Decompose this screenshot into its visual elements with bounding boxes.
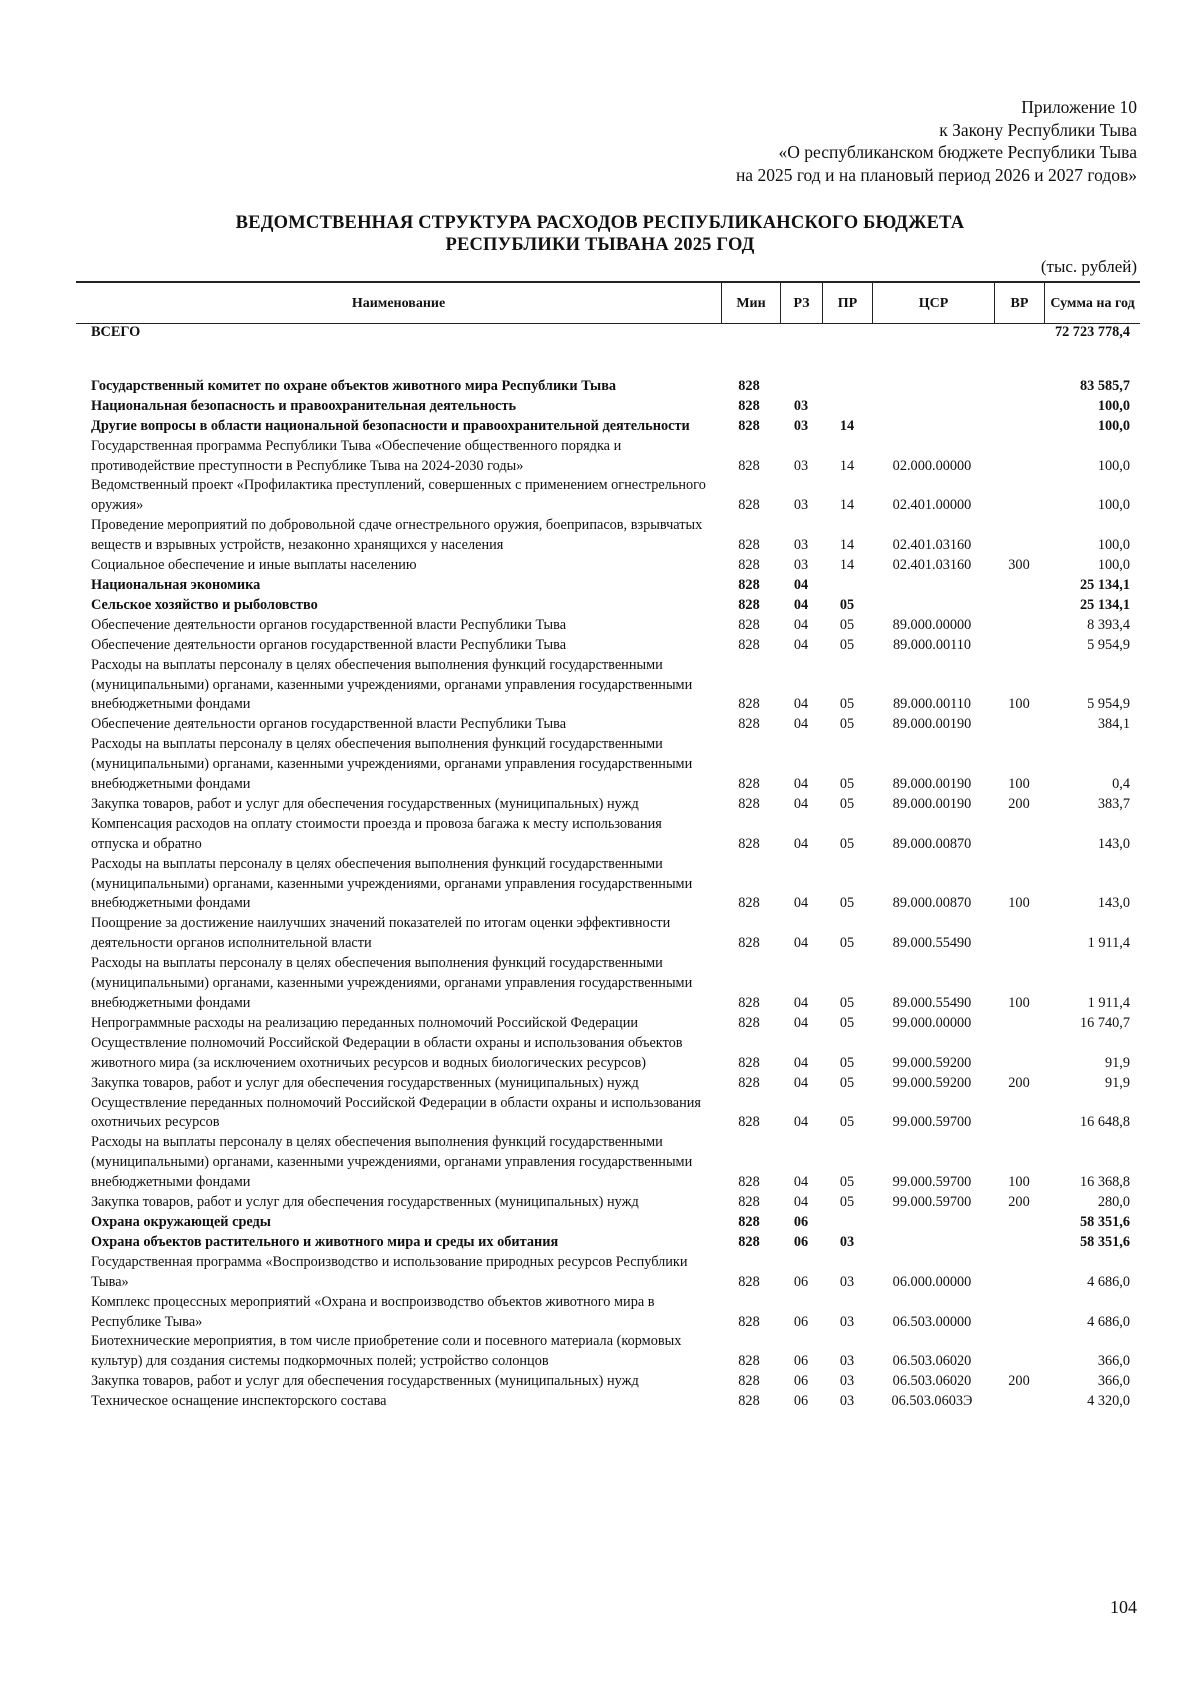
cell-name: Другие вопросы в области национальной безопасности и правоохранительной деятельности: [91, 417, 690, 434]
cell-name: Охрана объектов растительного и животного мира и среды их обитания: [91, 1233, 559, 1250]
cell-pr: 03: [839, 1373, 855, 1390]
cell-pr: 05: [839, 616, 855, 633]
cell-sum: 5 954,9: [1087, 636, 1130, 653]
cell-rz: 04: [793, 636, 809, 653]
cell-csr: 06.503.00000: [892, 1313, 972, 1330]
cell-min: 828: [738, 457, 760, 474]
cell-min: 828: [738, 795, 760, 812]
cell-pr: 03: [839, 1393, 855, 1410]
cell-sum: 91,9: [1104, 1074, 1130, 1091]
column-header-vr: ВР: [994, 283, 1044, 323]
table-row: [76, 1014, 1140, 1034]
table-row: [76, 656, 1140, 716]
table-row: [76, 1094, 1140, 1134]
cell-rz: 06: [793, 1393, 809, 1410]
cell-min: 828: [738, 696, 760, 713]
cell-csr: 06.503.06020: [892, 1353, 972, 1370]
cell-pr: 05: [839, 1014, 855, 1031]
table-row: [76, 1133, 1140, 1193]
cell-pr: 14: [839, 417, 855, 434]
cell-csr: 99.000.59700: [892, 1174, 972, 1191]
cell-pr: 05: [839, 716, 855, 733]
document-header: [736, 96, 1137, 186]
cell-sum: 8 393,4: [1087, 616, 1130, 633]
cell-pr: 03: [839, 1233, 855, 1250]
cell-rz: 03: [793, 457, 809, 474]
cell-pr: 05: [839, 795, 855, 812]
table-row: [76, 476, 1140, 516]
cell-pr: 14: [839, 557, 855, 574]
cell-min: 828: [738, 1393, 760, 1410]
cell-name: Расходы на выплаты персоналу в целях обеспечения выполнения функций государственными (муниципальными) органами, казенными учреждениями, органами управления государственными внебюджетными фондами: [91, 1134, 693, 1191]
cell-min: 828: [738, 1353, 760, 1370]
cell-min: 828: [738, 557, 760, 574]
cell-pr: 05: [839, 895, 855, 912]
table-row: [76, 1193, 1140, 1213]
cell-sum: 16 648,8: [1079, 1114, 1130, 1131]
cell-name: Компенсация расходов на оплату стоимости проезда и провоза багажа к месту использования отпуска и обратно: [91, 815, 662, 852]
cell-name: Закупка товаров, работ и услуг для обеспечения государственных (муниципальных) нужд: [91, 795, 639, 812]
cell-csr: 89.000.55490: [892, 995, 972, 1011]
cell-rz: 03: [793, 557, 809, 574]
table-row: [76, 1293, 1140, 1333]
cell-sum: 100,0: [1097, 537, 1130, 554]
cell-min: 828: [738, 995, 760, 1011]
cell-rz: 06: [793, 1273, 809, 1290]
cell-min: 828: [738, 716, 760, 733]
cell-min: 828: [738, 1213, 760, 1230]
cell-pr: 05: [839, 696, 855, 713]
cell-pr: 03: [839, 1313, 855, 1330]
cell-name: Осуществление полномочий Российской Федерации в области охраны и использования объектов животного мира (за исключением охотничьих ресурсов и водных биологических ресурсов): [91, 1034, 683, 1071]
cell-name: Проведение мероприятий по добровольной сдаче огнестрельного оружия, боеприпасов, взрывчатых веществ и взрывных устройств, незаконно хранящихся у населения: [91, 517, 703, 554]
cell-vr: 300: [1008, 557, 1030, 574]
cell-csr: 89.000.00190: [892, 795, 972, 812]
cell-pr: 05: [839, 1074, 855, 1091]
column-header-csr: ЦСР: [872, 283, 994, 323]
cell-csr: 89.000.00190: [892, 776, 972, 793]
cell-rz: 03: [793, 497, 809, 514]
cell-min: 828: [738, 497, 760, 514]
cell-rz: 04: [793, 696, 809, 713]
cell-sum: 16 740,7: [1079, 1014, 1130, 1031]
cell-rz: 04: [793, 776, 809, 793]
cell-sum: 143,0: [1097, 835, 1130, 852]
cell-rz: 04: [793, 616, 809, 633]
cell-csr: 99.000.59200: [892, 1054, 972, 1071]
cell-vr: 200: [1008, 1074, 1030, 1091]
cell-csr: 89.000.00870: [892, 835, 972, 852]
cell-name: Расходы на выплаты персоналу в целях обеспечения выполнения функций государственными (муниципальными) органами, казенными учреждениями, органами управления государственными внебюджетными фондами: [91, 736, 693, 793]
cell-pr: 05: [839, 636, 855, 653]
page-number: 104: [1110, 1597, 1137, 1617]
cell-sum: 280,0: [1097, 1194, 1130, 1211]
cell-sum: 58 351,6: [1079, 1233, 1130, 1250]
cell-sum: 383,7: [1097, 795, 1130, 812]
cell-name: Национальная безопасность и правоохранительная деятельность: [91, 397, 517, 414]
cell-sum: 1 911,4: [1087, 995, 1130, 1011]
cell-pr: 05: [839, 1194, 855, 1211]
cell-rz: 04: [793, 895, 809, 912]
cell-min: 828: [738, 1194, 760, 1211]
cell-name: Обеспечение деятельности органов государственной власти Республики Тыва: [91, 616, 567, 633]
table-row: [76, 1074, 1140, 1094]
table-row: [76, 1372, 1140, 1392]
cell-rz: 03: [793, 537, 809, 554]
row-spacer: [76, 343, 1140, 377]
column-header-rz: РЗ: [780, 283, 822, 323]
cell-sum: 83 585,7: [1079, 377, 1130, 394]
cell-min: 828: [738, 1054, 760, 1071]
cell-csr: 06.000.00000: [892, 1273, 972, 1290]
cell-name: Социальное обеспечение и иные выплаты населению: [91, 557, 417, 574]
cell-min: 828: [738, 1273, 760, 1290]
cell-sum: 4 320,0: [1087, 1393, 1130, 1410]
cell-min: 828: [738, 1014, 760, 1031]
cell-min: 828: [738, 1313, 760, 1330]
column-header-sum: Сумма на год: [1044, 283, 1140, 323]
cell-min: 828: [738, 1233, 760, 1250]
cell-pr: 14: [839, 497, 855, 514]
header-line: на 2025 год и на плановый период 2026 и 2027 годов»: [735, 164, 1137, 185]
title-line: РЕСПУБЛИКИ ТЫВАНА 2025 ГОД: [445, 235, 755, 255]
cell-sum: 384,1: [1097, 716, 1130, 733]
table-row: [76, 795, 1140, 815]
table-row: [76, 735, 1140, 795]
cell-rz: 04: [793, 1054, 809, 1071]
cell-min: 828: [738, 935, 760, 952]
cell-vr: 100: [1008, 776, 1030, 793]
cell-sum: 91,9: [1104, 1054, 1130, 1071]
cell-rz: 04: [793, 795, 809, 812]
cell-rz: 03: [793, 417, 809, 434]
cell-sum: 25 134,1: [1079, 576, 1130, 593]
table-row: [76, 1253, 1140, 1293]
cell-rz: 04: [793, 576, 809, 593]
cell-rz: 04: [793, 995, 809, 1011]
cell-pr: 14: [839, 457, 855, 474]
cell-pr: 05: [839, 835, 855, 852]
cell-name: Комплекс процессных мероприятий «Охрана и воспроизводство объектов животного мира в Республике Тыва»: [91, 1293, 655, 1330]
cell-name: Охрана окружающей среды: [91, 1213, 271, 1230]
table-row: [76, 636, 1140, 656]
cell-min: 828: [738, 1074, 760, 1091]
table-row: [76, 855, 1140, 915]
cell-csr: 99.000.59700: [892, 1114, 972, 1131]
cell-rz: 04: [793, 716, 809, 733]
cell-min: 828: [738, 1114, 760, 1131]
total-sum: 72 723 778,4: [1054, 324, 1130, 340]
cell-pr: 03: [839, 1273, 855, 1290]
cell-name: Расходы на выплаты персоналу в целях обеспечения выполнения функций государственными (муниципальными) органами, казенными учреждениями, органами управления государственными внебюджетными фондами: [91, 656, 693, 713]
table-body: [76, 323, 1140, 1412]
cell-sum: 0,4: [1112, 776, 1130, 793]
cell-sum: 366,0: [1097, 1353, 1130, 1370]
cell-name: Техническое оснащение инспекторского состава: [91, 1393, 387, 1410]
cell-vr: 100: [1008, 995, 1030, 1011]
cell-sum: 1 911,4: [1087, 935, 1130, 952]
table-row: [76, 1213, 1140, 1233]
cell-rz: 06: [793, 1233, 809, 1250]
cell-name: Закупка товаров, работ и услуг для обеспечения государственных (муниципальных) нужд: [91, 1373, 639, 1390]
cell-rz: 06: [793, 1213, 809, 1230]
cell-rz: 03: [793, 397, 809, 414]
cell-csr: 06.503.06020: [892, 1373, 972, 1390]
cell-csr: 02.000.00000: [892, 457, 972, 474]
column-header-pr: ПР: [822, 283, 872, 323]
cell-sum: 58 351,6: [1079, 1213, 1130, 1230]
table-row: [76, 616, 1140, 636]
table-row: [76, 715, 1140, 735]
total-row: [76, 323, 1140, 343]
cell-vr: 200: [1008, 1373, 1030, 1390]
cell-name: Расходы на выплаты персоналу в целях обеспечения выполнения функций государственными (муниципальными) органами, казенными учреждениями, органами управления государственными внебюджетными фондами: [91, 955, 693, 1011]
cell-vr: 200: [1008, 795, 1030, 812]
cell-sum: 100,0: [1097, 417, 1130, 434]
cell-csr: 99.000.59700: [892, 1194, 972, 1211]
cell-rz: 04: [793, 596, 809, 613]
cell-min: 828: [738, 397, 760, 414]
cell-min: 828: [738, 835, 760, 852]
cell-min: 828: [738, 776, 760, 793]
table-row: [76, 815, 1140, 855]
cell-min: 828: [738, 576, 760, 593]
cell-pr: 03: [839, 1353, 855, 1370]
cell-sum: 25 134,1: [1079, 596, 1130, 613]
table-row: [76, 1332, 1140, 1372]
cell-sum: 5 954,9: [1087, 696, 1130, 713]
cell-pr: 05: [839, 1054, 855, 1071]
total-label: ВСЕГО: [91, 324, 141, 340]
cell-sum: 16 368,8: [1079, 1174, 1130, 1191]
cell-min: 828: [738, 537, 760, 554]
cell-name: Обеспечение деятельности органов государственной власти Республики Тыва: [91, 716, 567, 733]
cell-name: Биотехнические мероприятия, в том числе приобретение соли и посевного материала (кормовых культур) для создания системы подкормочных полей; устройство солонцов: [91, 1333, 682, 1370]
table-row: [76, 556, 1140, 576]
cell-vr: 100: [1008, 696, 1030, 713]
cell-name: Государственная программа Республики Тыва «Обеспечение общественного порядка и противодействие преступности в Республике Тыва на 2024-2030 годы»: [91, 437, 622, 474]
cell-sum: 366,0: [1097, 1373, 1130, 1390]
cell-min: 828: [738, 377, 760, 394]
cell-csr: 89.000.55490: [892, 935, 972, 952]
cell-min: 828: [738, 596, 760, 613]
cell-pr: 05: [839, 1114, 855, 1131]
cell-sum: 100,0: [1097, 457, 1130, 474]
cell-min: 828: [738, 616, 760, 633]
cell-csr: 89.000.00110: [892, 636, 972, 653]
cell-csr: 06.503.0603Э: [891, 1393, 973, 1410]
table-row: [76, 596, 1140, 616]
cell-sum: 4 686,0: [1087, 1273, 1130, 1290]
title-line: ВЕДОМСТВЕННАЯ СТРУКТУРА РАСХОДОВ РЕСПУБЛИКАНСКОГО БЮДЖЕТА: [235, 213, 965, 233]
cell-min: 828: [738, 895, 760, 912]
cell-rz: 06: [793, 1373, 809, 1390]
table-row: [76, 1392, 1140, 1412]
table-row: [76, 397, 1140, 417]
cell-rz: 04: [793, 1074, 809, 1091]
cell-csr: 89.000.00870: [892, 895, 972, 912]
cell-name: Сельское хозяйство и рыболовство: [91, 596, 318, 613]
cell-sum: 100,0: [1097, 497, 1130, 514]
cell-rz: 04: [793, 1174, 809, 1191]
table-row: [76, 516, 1140, 556]
cell-name: Государственная программа «Воспроизводство и использование природных ресурсов Республики Тыва»: [91, 1253, 688, 1290]
document-title: [0, 212, 1200, 256]
column-header-name: Наименование: [351, 295, 446, 311]
cell-sum: 4 686,0: [1087, 1313, 1130, 1330]
table-row: [76, 1034, 1140, 1074]
header-line: к Закону Республики Тыва: [939, 119, 1137, 140]
table-row: [76, 437, 1140, 477]
cell-csr: 89.000.00110: [892, 696, 972, 713]
cell-sum: 143,0: [1097, 895, 1130, 912]
column-header-min: Мин: [721, 283, 780, 323]
cell-csr: 99.000.00000: [892, 1014, 972, 1031]
table-header: [76, 281, 1140, 324]
cell-csr: 89.000.00000: [892, 616, 972, 633]
cell-name: Национальная экономика: [91, 576, 261, 593]
cell-pr: 05: [839, 935, 855, 952]
cell-rz: 04: [793, 935, 809, 952]
cell-rz: 04: [793, 1114, 809, 1131]
cell-vr: 200: [1008, 1194, 1030, 1211]
header-line: Приложение 10: [1021, 97, 1137, 117]
table-row: [76, 417, 1140, 437]
cell-pr: 05: [839, 776, 855, 793]
table-row: [76, 914, 1140, 954]
cell-name: Ведомственный проект «Профилактика преступлений, совершенных с применением огнестрельного оружия»: [91, 477, 706, 514]
cell-name: Непрограммные расходы на реализацию переданных полномочий Российской Федерации: [91, 1014, 639, 1031]
cell-csr: 02.401.03160: [892, 537, 972, 554]
units-label: (тыс. рублей): [1040, 257, 1137, 276]
cell-rz: 06: [793, 1313, 809, 1330]
cell-pr: 05: [839, 596, 855, 613]
cell-vr: 100: [1008, 1174, 1030, 1191]
cell-rz: 06: [793, 1353, 809, 1370]
cell-csr: 02.401.03160: [892, 557, 972, 574]
cell-vr: 100: [1008, 895, 1030, 912]
cell-min: 828: [738, 1373, 760, 1390]
cell-sum: 100,0: [1097, 557, 1130, 574]
cell-name: Закупка товаров, работ и услуг для обеспечения государственных (муниципальных) нужд: [91, 1074, 639, 1091]
cell-rz: 04: [793, 835, 809, 852]
table-row: [76, 1233, 1140, 1253]
cell-csr: 99.000.59200: [892, 1074, 972, 1091]
cell-rz: 04: [793, 1194, 809, 1211]
cell-csr: 89.000.00190: [892, 716, 972, 733]
table-row: [76, 954, 1140, 1014]
cell-name: Поощрение за достижение наилучших значений показателей по итогам оценки эффективности деятельности органов исполнительной власти: [91, 915, 671, 952]
cell-name: Государственный комитет по охране объектов животного мира Республики Тыва: [91, 377, 617, 394]
table-row: [76, 377, 1140, 397]
cell-name: Обеспечение деятельности органов государственной власти Республики Тыва: [91, 636, 567, 653]
cell-min: 828: [738, 1174, 760, 1191]
cell-pr: 14: [839, 537, 855, 554]
cell-pr: 05: [839, 995, 855, 1011]
cell-name: Закупка товаров, работ и услуг для обеспечения государственных (муниципальных) нужд: [91, 1194, 639, 1211]
cell-min: 828: [738, 417, 760, 434]
header-line: «О республиканском бюджете Республики Тыва: [778, 142, 1137, 162]
cell-name: Расходы на выплаты персоналу в целях обеспечения выполнения функций государственными (муниципальными) органами, казенными учреждениями, органами управления государственными внебюджетными фондами: [91, 855, 693, 912]
cell-csr: 02.401.00000: [892, 497, 972, 514]
cell-pr: 05: [839, 1174, 855, 1191]
cell-sum: 100,0: [1097, 397, 1130, 414]
cell-rz: 04: [793, 1014, 809, 1031]
cell-name: Осуществление переданных полномочий Российской Федерации в области охраны и использования охотничьих ресурсов: [91, 1094, 701, 1131]
table-row: [76, 576, 1140, 596]
cell-min: 828: [738, 636, 760, 653]
